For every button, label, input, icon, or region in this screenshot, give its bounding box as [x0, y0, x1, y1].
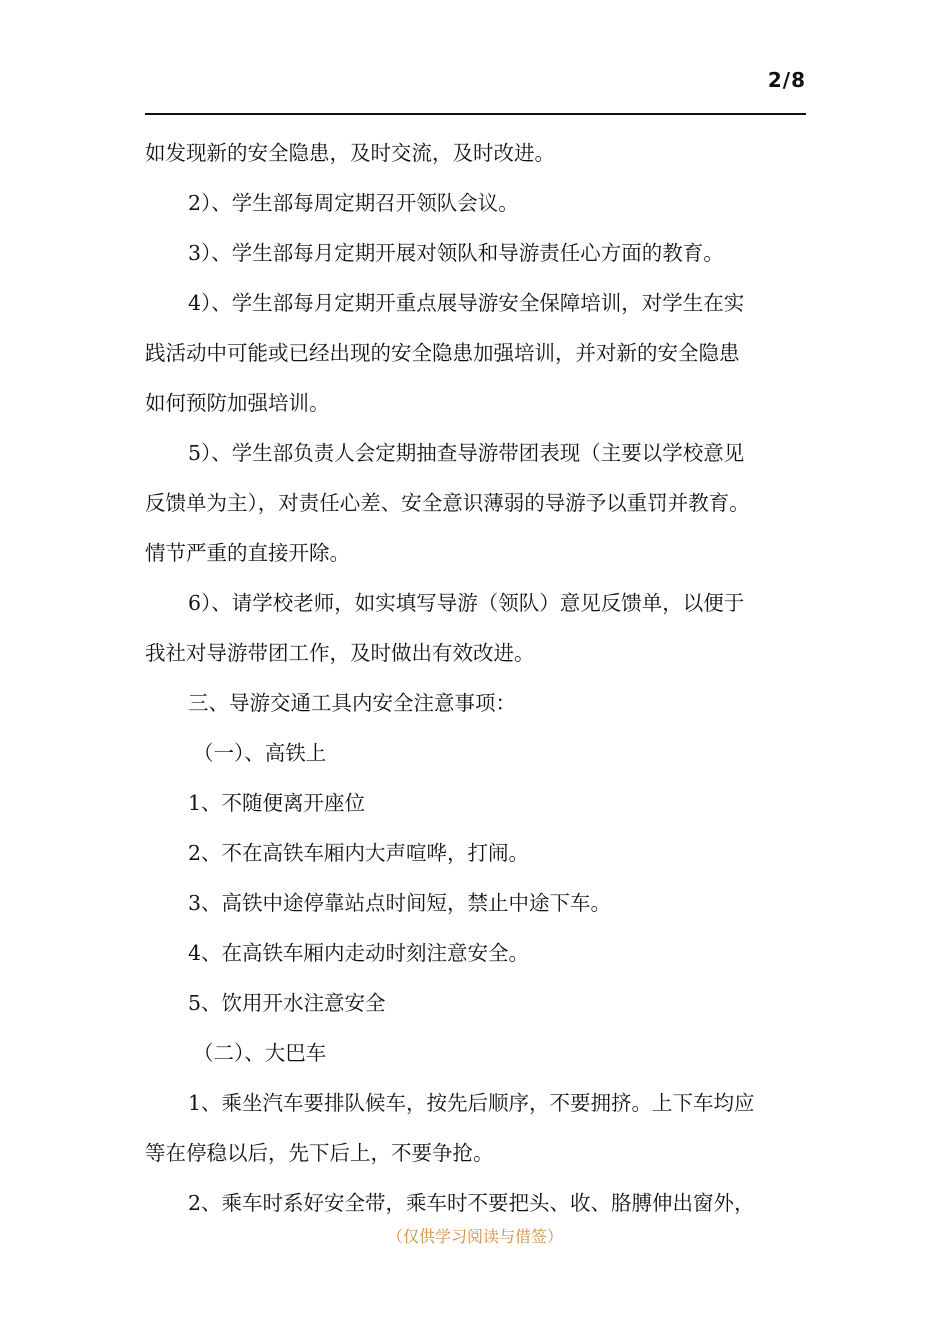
text-line: 2、不在高铁车厢内大声喧哗，打闹。: [188, 841, 530, 865]
text-line: 3、高铁中途停靠站点时间短，禁止中途下车。: [188, 891, 612, 915]
text-line: 情节严重的直接开除。: [145, 541, 350, 565]
text-line: 我社对导游带团工作，及时做出有效改进。: [145, 641, 535, 665]
page-number: 2/8: [767, 68, 806, 92]
text-line: 三、导游交通工具内安全注意事项：: [188, 691, 516, 715]
text-line: 践活动中可能或已经出现的安全隐患加强培训，并对新的安全隐患: [145, 341, 740, 365]
text-line: 4）、学生部每月定期开重点展导游安全保障培训，对学生在实: [188, 291, 745, 315]
text-line: 2、乘车时系好安全带，乘车时不要把头、收、胳膊伸出窗外，: [188, 1191, 755, 1215]
footer-note: （仅供学习阅读与借签）: [386, 1227, 563, 1246]
text-line: （二）、大巴车: [193, 1041, 327, 1065]
text-line: 5）、学生部负责人会定期抽查导游带团表现（主要以学校意见: [188, 441, 745, 465]
text-line: 6）、请学校老师，如实填写导游（领队）意见反馈单，以便于: [188, 591, 745, 615]
text-line: 等在停稳以后，先下后上，不要争抢。: [145, 1141, 494, 1165]
text-line: 2）、学生部每周定期召开领队会议。: [188, 191, 519, 215]
text-line: 1、不随便离开座位: [188, 791, 366, 815]
text-line: 4、在高铁车厢内走动时刻注意安全。: [188, 941, 530, 965]
text-line: 3）、学生部每月定期开展对领队和导游责任心方面的教育。: [188, 241, 724, 265]
text-line: （一）、高铁上: [193, 741, 327, 765]
text-line: 反馈单为主），对责任心差、安全意识薄弱的导游予以重罚并教育。: [145, 491, 750, 515]
header-divider: [145, 113, 806, 115]
document-body: [145, 128, 810, 1228]
text-line: 如何预防加强培训。: [145, 391, 330, 415]
text-line: 5、饮用开水注意安全: [188, 991, 386, 1015]
text-line: 1、乘坐汽车要排队候车，按先后顺序，不要拥挤。上下车均应: [188, 1091, 755, 1115]
text-line: 如发现新的安全隐患，及时交流，及时改进。: [145, 141, 555, 165]
